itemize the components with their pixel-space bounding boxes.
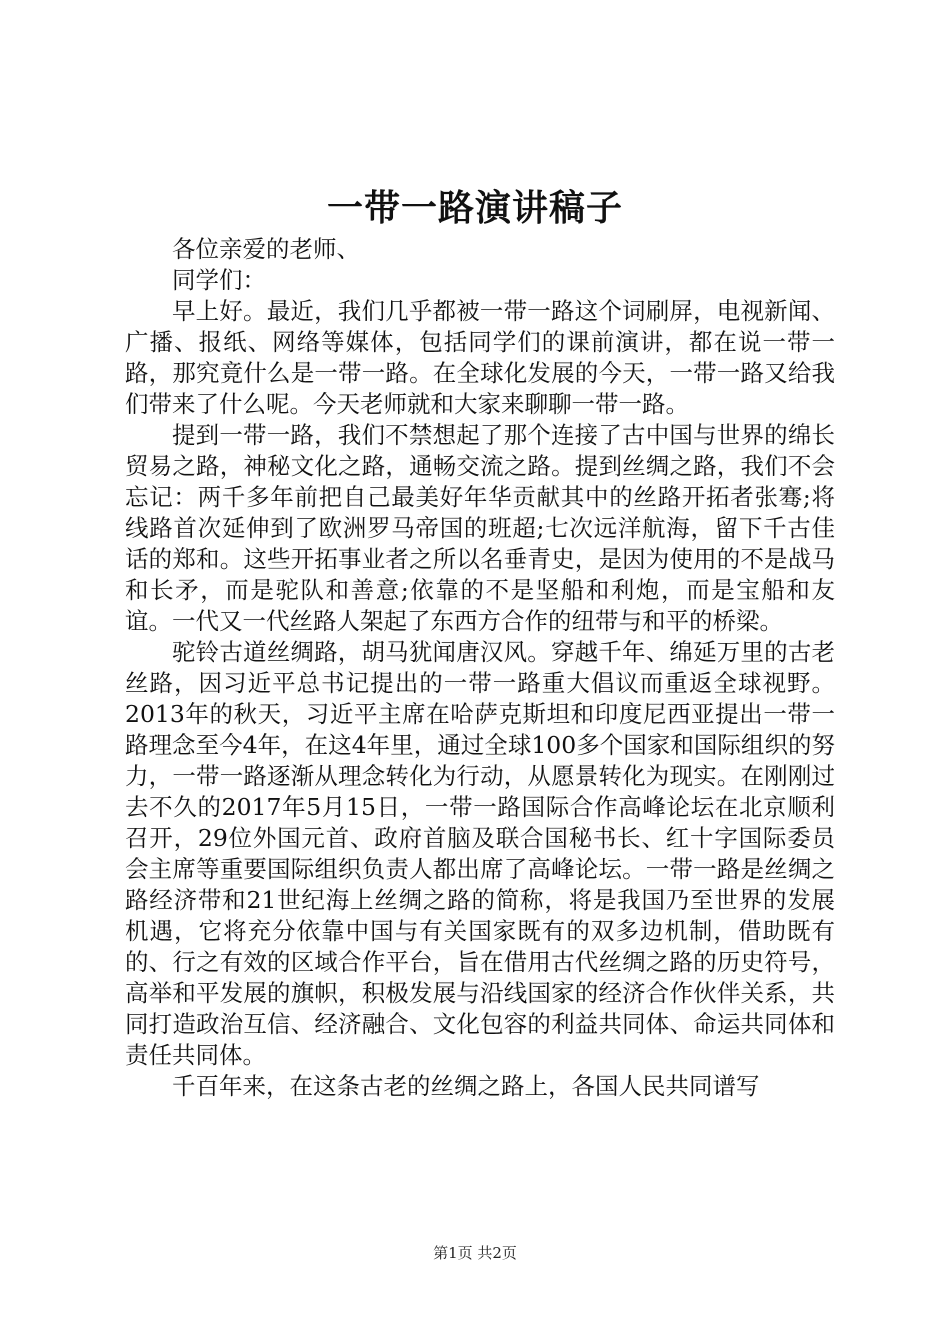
document-body: [125, 234, 835, 1102]
page-indicator: 第1页 共2页: [433, 1244, 517, 1262]
document-title: 一带一路演讲稿子: [326, 187, 623, 229]
greeting-line-2: 同学们：: [172, 266, 266, 294]
greeting-line-1: 各位亲爱的老师、: [172, 235, 360, 263]
paragraph-4: 千百年来，在这条古老的丝绸之路上，各国人民共同谱写: [172, 1072, 760, 1100]
paragraph-1: 早上好。最近，我们几乎都被一带一路这个词刷屏，电视新闻、广播、报纸、网络等媒体，包括同学们的课前演讲，都在说一带一路，那究竟什么是一带一路。在全球化发展的今天，一带一路又给我们带来了什么呢。今天老师就和大家来聊聊一带一路。: [125, 297, 835, 418]
paragraph-2: 提到一带一路，我们不禁想起了那个连接了古中国与世界的绵长贸易之路，神秘文化之路，通畅交流之路。提到丝绸之路，我们不会忘记：两千多年前把自己最美好年华贡献其中的丝路开拓者张骞;将线路首次延伸到了欧洲罗马帝国的班超;七次远洋航海，留下千古佳话的郑和。这些开拓事业者之所以名垂青史，是因为使用的不是战马和长矛，而是驼队和善意;依靠的不是坚船和利炮，而是宝船和友谊。一代又一代丝路人架起了东西方合作的纽带与和平的桥梁。: [125, 421, 835, 635]
paragraph-3: 驼铃古道丝绸路，胡马犹闻唐汉风。穿越千年、绵延万里的古老丝路，因习近平总书记提出的一带一路重大倡议而重返全球视野。2013年的秋天，习近平主席在哈萨克斯坦和印度尼西亚提出一带一路理念至今4年，在这4年里，通过全球100多个国家和国际组织的努力，一带一路逐渐从理念转化为行动，从愿景转化为现实。在刚刚过去不久的2017年5月15日，一带一路国际合作高峰论坛在北京顺利召开，29位外国元首、政府首脑及联合国秘书长、红十字国际委员会主席等重要国际组织负责人都出席了高峰论坛。一带一路是丝绸之路经济带和21世纪海上丝绸之路的简称，将是我国乃至世界的发展机遇，它将充分依靠中国与有关国家既有的双多边机制，借助既有的、行之有效的区域合作平台，旨在借用古代丝绸之路的历史符号，高举和平发展的旗帜，积极发展与沿线国家的经济合作伙伴关系，共同打造政治互信、经济融合、文化包容的利益共同体、命运共同体和责任共同体。: [125, 638, 835, 1069]
